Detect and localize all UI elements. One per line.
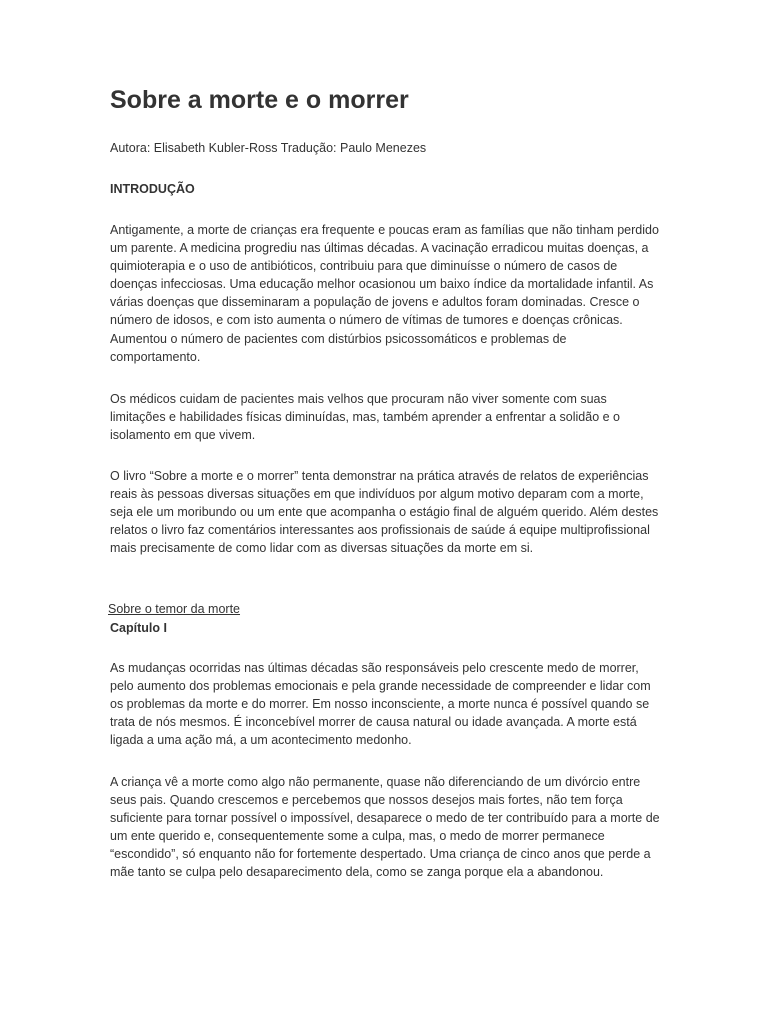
intro-paragraph: Os médicos cuidam de pacientes mais velhos que procuram não viver somente com suas limitações e habilidades físicas diminuídas, mas, também aprender a enfrentar a solidão e o isolamento em que vivem.	[110, 392, 620, 443]
intro-paragraph: O livro “Sobre a morte e o morrer” tenta demonstrar na prática através de relatos de experiências reais às pessoas diversas situações em que indivíduos por algum motivo deparam com a morte, seja ele um moribundo ou um ente que acompanha o estágio final de alguém querido. Além destes relatos o livro faz comentários interessantes aos profissionais de saúde á equipe multiprofissional mais precisamente de como lidar com as diversas situações da morte em si.	[110, 469, 659, 556]
chapter-paragraph: As mudanças ocorridas nas últimas décadas são responsáveis pelo crescente medo de morrer, pelo aumento dos problemas emocionais e pela grande necessidade de compreender e lidar com os problemas da morte e do morrer. Em nosso inconsciente, a morte nunca é possível quando se trata de nós mesmos. É inconcebível morrer de causa natural ou idade avançada. A morte está ligada a uma ação má, a um acontecimento medonho.	[110, 661, 651, 748]
sobre-o-temor-link[interactable]: Sobre o temor da morte	[108, 602, 241, 616]
author-line: Autora: Elisabeth Kubler-Ross Tradução: Paulo Menezes	[110, 141, 427, 155]
document-title: Sobre a morte e o morrer	[110, 86, 409, 114]
intro-paragraph: Antigamente, a morte de crianças era frequente e poucas eram as famílias que não tinham perdido um parente. A medicina progrediu nas últimas décadas. A vacinação erradicou muitas doenças, a quimioterapia e o uso de antibióticos, contribuiu para que diminuísse o número de casos de doenças infecciosas. Uma educação melhor ocasionou um baixo índice da mortalidade infantil. As várias doenças que disseminaram a população de jovens e adultos foram dominadas. Cresce o número de idosos, e com isto aumenta o número de vítimas de tumores e doenças crônicas. Aumentou o número de pacientes com distúrbios psicossomáticos e problemas de comportamento.	[110, 223, 659, 364]
section-heading-introducao: INTRODUÇÃO	[110, 182, 195, 196]
chapter-title: Capítulo I	[110, 621, 167, 635]
chapter-paragraph: A criança vê a morte como algo não permanente, quase não diferenciando de um divórcio entre seus pais. Quando crescemos e percebemos que nossos desejos mais fortes, não tem força suficiente para tornar possível o impossível, desaparece o medo de ter contribuído para a morte de um ente querido e, consequentemente some a culpa, mas, o medo de morrer permanece “escondido”, só enquanto não for fortemente despertado. Uma criança de cinco anos que perde a mãe tanto se culpa pelo desaparecimento dela, como se zanga porque ela a abandonou.	[110, 775, 660, 880]
